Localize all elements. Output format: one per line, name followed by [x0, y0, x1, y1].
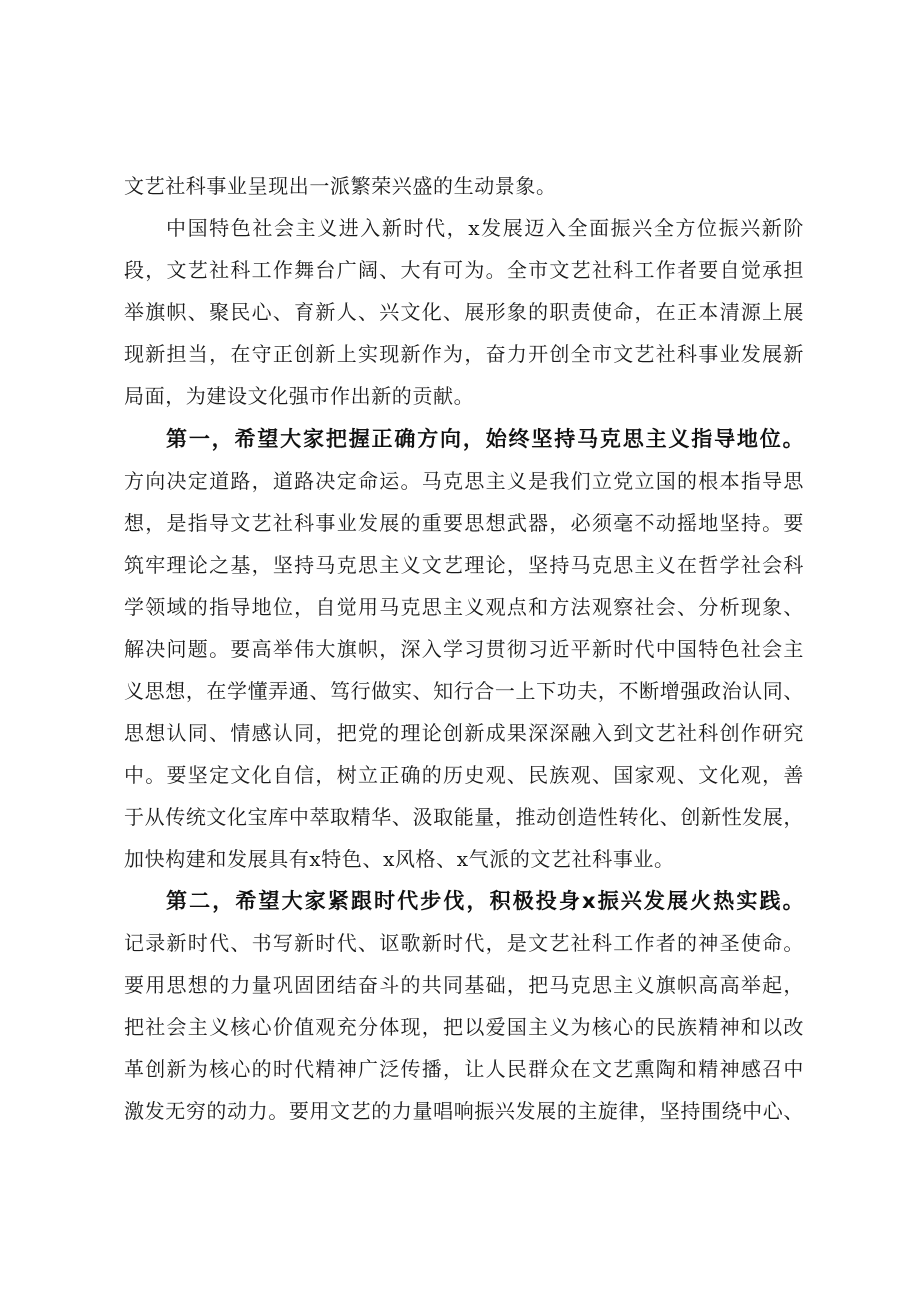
paragraph-line: 局面，为建设文化强市作出新的贡献。 [124, 384, 475, 408]
paragraph-line: 中。要坚定文化自信，树立正确的历史观、民族观、国家观、文化观，善 [124, 763, 804, 787]
paragraph-line: 于从传统文化宝库中萃取精华、汲取能量，推动创造性转化、创新性发展， [124, 805, 804, 829]
paragraph-line: 把社会主义核心价值观充分体现，把以爱国主义为核心的民族精神和以改 [124, 1015, 804, 1039]
paragraph-line: 激发无穷的动力。要用文艺的力量唱响振兴发展的主旋律，坚持围绕中心、 [124, 1099, 804, 1123]
paragraph-line: 文艺社科事业呈现出一派繁荣兴盛的生动景象。 [124, 174, 557, 198]
paragraph-line: 段，文艺社科工作舞台广阔、大有可为。全市文艺社科工作者要自觉承担 [124, 258, 804, 282]
paragraph-line: 加快构建和发展具有x特色、x风格、x气派的文艺社科事业。 [124, 847, 675, 871]
paragraph-line: 革创新为核心的时代精神广泛传播，让人民群众在文艺熏陶和精神感召中 [124, 1057, 804, 1081]
paragraph-line: 中国特色社会主义进入新时代，x发展迈入全面振兴全方位振兴新阶 [166, 216, 804, 240]
section-heading: 第二，希望大家紧跟时代步伐，积极投身x振兴发展火热实践。 [166, 889, 804, 913]
paragraph-line: 筑牢理论之基，坚持马克思主义文艺理论，坚持马克思主义在哲学社会科 [124, 553, 804, 577]
paragraph-line: 现新担当，在守正创新上实现新作为，奋力开创全市文艺社科事业发展新 [124, 342, 804, 366]
paragraph-line: 义思想，在学懂弄通、笃行做实、知行合一上下功夫，不断增强政治认同、 [124, 679, 804, 703]
paragraph-line: 学领域的指导地位，自觉用马克思主义观点和方法观察社会、分析现象、 [124, 595, 804, 619]
paragraph-line: 想，是指导文艺社科事业发展的重要思想武器，必须毫不动摇地坚持。要 [124, 511, 804, 535]
paragraph-line: 思想认同、情感认同，把党的理论创新成果深深融入到文艺社科创作研究 [124, 721, 804, 745]
section-heading: 第一，希望大家把握正确方向，始终坚持马克思主义指导地位。 [166, 427, 804, 451]
paragraph-line: 方向决定道路，道路决定命运。马克思主义是我们立党立国的根本指导思 [124, 469, 804, 493]
paragraph-line: 要用思想的力量巩固团结奋斗的共同基础，把马克思主义旗帜高高举起， [124, 973, 804, 997]
paragraph-line: 举旗帜、聚民心、育新人、兴文化、展形象的职责使命，在正本清源上展 [124, 300, 804, 324]
paragraph-line: 解决问题。要高举伟大旗帜，深入学习贯彻习近平新时代中国特色社会主 [124, 637, 804, 661]
paragraph-line: 记录新时代、书写新时代、讴歌新时代，是文艺社科工作者的神圣使命。 [124, 931, 804, 955]
